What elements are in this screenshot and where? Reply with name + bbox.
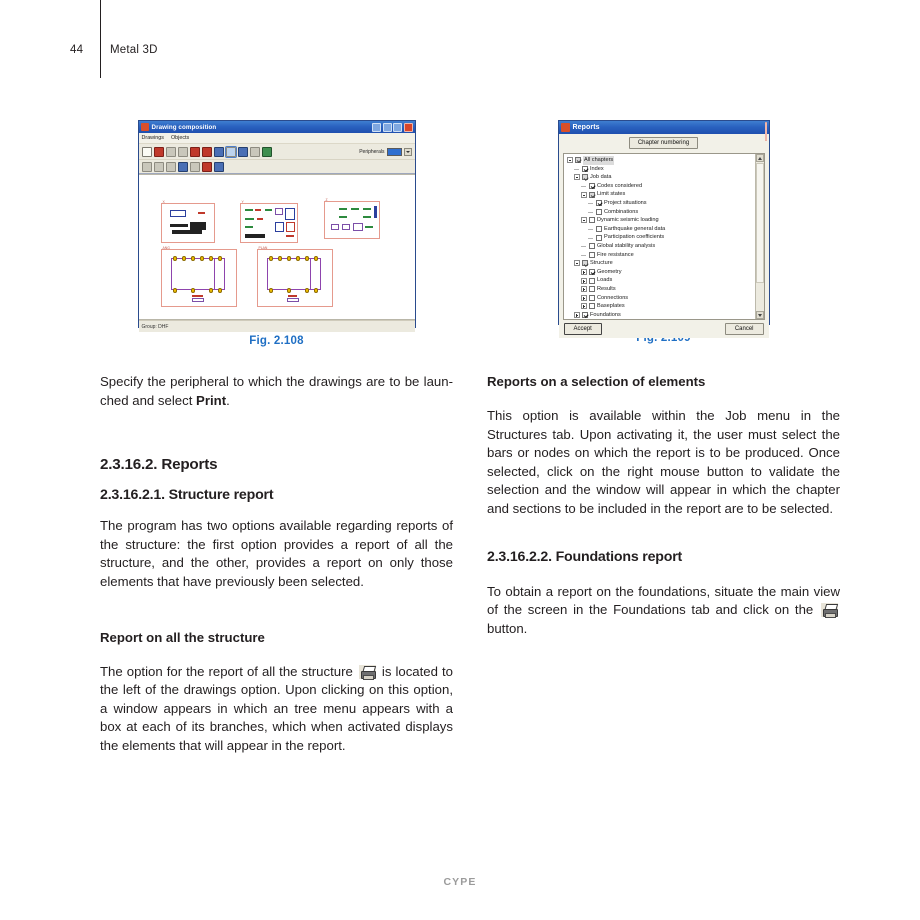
tree-item[interactable] [567,216,755,225]
maximize-icon[interactable] [393,123,402,132]
menu-item-drawings[interactable]: Drawings [141,135,164,141]
foundations-text-b: button. [487,620,528,636]
tree-item-label: Participation coefficients [604,234,665,241]
window-controls [765,123,767,141]
detail-icon[interactable] [226,147,236,157]
paragraph-reports-on-a-selection: This option is available within the Job menu in the Structures tab. Upon activating it, the user must select the bars or nodes on which the report is to be produced. Once selected, click on the right mouse button to validate the selection and the window will appear in which the chapter and sections to be included in the report are to be selected. [487,408,840,516]
drawing-canvas[interactable] [139,174,415,320]
drawing-sheet[interactable] [257,246,333,307]
tree-item[interactable] [567,190,755,199]
sheet-label: PLAN [258,246,268,250]
tree-item-checkbox[interactable] [582,166,588,172]
tree-item-label: Global stability analysis [597,242,656,249]
menubar [139,133,415,144]
tree-item-label: Connections [597,294,629,301]
tree-item[interactable] [567,302,755,311]
zoom-all-icon[interactable] [166,162,176,172]
drawing-sheet[interactable] [161,246,237,307]
tree-item[interactable] [567,259,755,268]
delete-icon[interactable] [190,147,200,157]
tree-item-label: Codes considered [597,182,643,189]
zoom-window-icon[interactable] [154,162,164,172]
statusbar [139,320,415,332]
pan-icon[interactable] [142,162,152,172]
sheet-label: Y [241,200,244,204]
main-toolbar [139,144,415,160]
tree-leaf-connector-icon [581,243,587,249]
sheet-icon[interactable] [238,147,248,157]
tree-item-label: Baseplates [597,303,625,310]
scrollbar-thumb[interactable] [756,163,764,283]
tree-item-label: Results [597,285,616,292]
chapter-numbering-button[interactable]: Chapter numbering [629,137,698,149]
scroll-down-icon[interactable] [756,311,764,319]
tree-collapse-icon[interactable] [581,192,587,198]
tree-item[interactable] [567,276,755,285]
figure-2-109 [487,120,840,344]
view-toolbar [139,160,415,174]
tree-expand-icon[interactable] [581,269,587,275]
tree-item-checkbox[interactable] [589,295,595,301]
tree-item-checkbox[interactable] [589,243,595,249]
window-titlebar [139,121,415,133]
drawing-sheet[interactable] [161,200,215,243]
print-preview-icon[interactable] [166,147,176,157]
right-column [487,120,840,638]
sheet-label: ANG [162,246,170,250]
tree-item-label: Index [590,165,604,172]
tree-item[interactable] [567,294,755,303]
new-drawing-icon[interactable] [142,147,152,157]
tree-item-checkbox[interactable] [589,303,595,309]
figure-2-108 [100,120,453,347]
page-number: 44 [70,44,84,56]
export-icon[interactable] [250,147,260,157]
heading-2-3-16-2-1-structure-report: 2.3.16.2.1. Structure report [100,487,274,504]
tree-item-label: Job data [590,174,612,181]
print-instruction-text-a: Specify the peripheral to which the drawings are to be laun-ched and select [100,374,453,408]
paragraph-report-on-all-the-structure [100,663,453,756]
tree-item[interactable] [567,199,755,208]
cancel-button[interactable]: Cancel [725,323,764,335]
tree-item-label: All chapters [584,157,614,163]
minimize-icon[interactable] [383,123,392,132]
tree-item-checkbox[interactable] [589,278,595,284]
drawing-sheet[interactable] [324,198,380,239]
tree-item[interactable] [567,285,755,294]
tree-item-checkbox[interactable] [596,235,602,241]
header-divider-rule [100,0,101,78]
chapters-tree[interactable] [564,154,755,319]
heading-report-on-all-the-structure: Report on all the structure [100,629,265,645]
tree-item-checkbox[interactable] [596,209,602,215]
tree-expand-icon[interactable] [581,295,587,301]
window-titlebar [559,121,769,134]
tree-leaf-connector-icon [581,183,587,189]
zoom-previous-icon[interactable] [190,162,200,172]
tree-item[interactable] [567,182,755,191]
tree-item-checkbox[interactable] [589,269,595,275]
tree-item-label: Project situations [604,199,647,206]
tree-item-checkbox[interactable] [589,217,595,223]
redraw-icon[interactable] [202,162,212,172]
tree-item-label: Combinations [604,208,639,215]
tree-collapse-icon[interactable] [574,174,580,180]
running-head-title: Metal 3D [110,44,158,56]
delete-all-icon[interactable] [202,147,212,157]
tree-item[interactable] [567,268,755,277]
measure-icon[interactable] [178,162,188,172]
tree-item-label: Foundations [590,311,621,318]
tree-item[interactable] [567,225,755,234]
tree-item-label: Loads [597,277,613,284]
window-title: Drawing composition [151,123,217,131]
print-keyword: Print [196,392,227,408]
paragraph-print-instruction [100,373,453,410]
tree-item[interactable] [567,251,755,260]
tree-item-checkbox[interactable] [589,286,595,292]
tree-item-checkbox[interactable] [589,183,595,189]
tree-leaf-connector-icon [588,235,594,241]
drawing-sheet[interactable] [240,200,298,243]
heading-2-3-16-2-reports: 2.3.16.2. Reports [100,456,218,474]
edit-drawing-icon[interactable] [154,147,164,157]
reports-window [558,120,770,333]
tree-item[interactable] [567,165,755,174]
tree-item[interactable] [567,311,755,320]
print-icon[interactable] [178,147,188,157]
left-column [100,120,453,756]
app-icon [561,123,570,132]
layout-icon[interactable] [214,147,224,157]
tree-item[interactable] [567,208,755,217]
tree-item[interactable] [567,242,755,251]
help-icon[interactable] [372,123,381,132]
flag-icon[interactable] [262,147,272,157]
report-all-text-a: The option for the report of all the structure [100,663,353,679]
tree-leaf-connector-icon [581,252,587,258]
tree-item-checkbox[interactable] [582,312,588,318]
tree-item-label: Limit states [597,191,626,198]
report-all-text-b: is located to the left of the drawings option. Upon clicking on this option, a window appears in which an tree menu appears with a box at each of its branches, which when activated displays the elements that will appear in the report. [100,663,453,753]
tree-expand-icon[interactable] [581,286,587,292]
tree-item[interactable] [567,233,755,242]
chevron-down-icon[interactable] [404,148,412,156]
tree-collapse-icon[interactable] [581,217,587,223]
tree-item[interactable] [567,156,755,165]
window-title: Reports [572,124,600,131]
printer-report-icon [359,665,376,679]
tree-item-checkbox[interactable] [596,200,602,206]
peripherals-control [359,148,411,156]
close-icon[interactable] [765,122,767,141]
foundations-text-a: To obtain a report on the foundations, situate the main view of the screen in the Foundations tab and click on the [487,583,840,618]
tree-item-label: Dynamic seismic loading [597,217,659,224]
peripherals-label: Peripherals [359,148,385,155]
app-icon [141,123,149,131]
paragraph-structure-report: The program has two options available regarding reports of the structure: the first option provides a report of all the structure, and the other, provides a report on only those elements that have previously been selected. [100,518,453,589]
sheet-label: Z [325,198,328,202]
close-icon[interactable] [404,123,413,132]
tree-leaf-connector-icon [588,200,594,206]
tree-item[interactable] [567,173,755,182]
scroll-up-icon[interactable] [756,154,764,162]
status-text: Group: DHF [141,323,169,330]
drawing-composition-window [138,120,416,328]
tree-item-checkbox[interactable] [596,226,602,232]
page-header [70,0,370,78]
tree-item-label: Earthquake general data [604,225,666,232]
tree-leaf-connector-icon [588,209,594,215]
heading-2-3-16-2-2-foundations-report: 2.3.16.2.2. Foundations report [487,548,683,565]
tree-scrollbar[interactable] [755,154,764,319]
paragraph-foundations-report [487,583,840,639]
tree-item-label: Geometry [597,268,622,275]
tree-item-checkbox[interactable] [582,174,588,180]
window-controls [372,123,413,132]
sheet-label: X [162,200,165,204]
tree-expand-icon[interactable] [581,303,587,309]
tree-item-label: Fire resistance [597,251,634,258]
tree-expand-icon[interactable] [574,312,580,318]
peripherals-value[interactable] [387,148,402,156]
tree-item-checkbox[interactable] [589,252,595,258]
page-footer: CYPE [443,876,477,888]
tree-item-checkbox[interactable] [589,192,595,198]
menu-item-objects[interactable]: Objects [170,135,190,141]
heading-reports-on-a-selection-of-elements: Reports on a selection of elements [487,374,706,389]
tree-expand-icon[interactable] [581,278,587,284]
tree-item-checkbox[interactable] [582,260,588,266]
print-instruction-text-b: . [226,392,230,408]
chapters-tree-panel [563,153,765,320]
figure-caption-2-108: Fig. 2.108 [249,335,304,347]
accept-button[interactable]: Accept [564,323,602,335]
tree-collapse-icon[interactable] [574,260,580,266]
printer-report-icon [821,603,838,617]
tree-item-checkbox[interactable] [575,157,581,163]
chapter-numbering-row [559,134,769,152]
refresh-icon[interactable] [214,162,224,172]
tree-collapse-icon[interactable] [567,157,573,163]
tree-leaf-connector-icon [574,166,580,172]
dialog-buttons [559,320,769,338]
tree-leaf-connector-icon [588,226,594,232]
tree-item-label: Structure [590,260,613,267]
